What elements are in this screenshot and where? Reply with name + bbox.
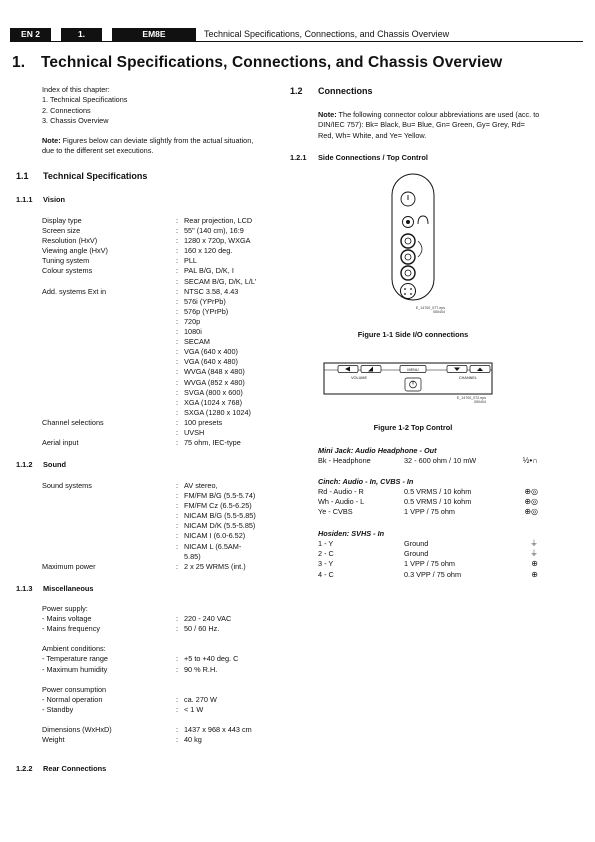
spec-row: [42, 715, 282, 725]
connector-pin: 2 - C: [318, 549, 334, 559]
spec-row: [42, 604, 282, 614]
spec-row: [42, 266, 282, 276]
connector-symbol-icon: ⏚: [530, 549, 538, 559]
section-title: Miscellaneous: [43, 584, 94, 593]
connector-spec: Ground: [404, 549, 429, 559]
spec-row: [42, 491, 282, 501]
spec-colon: :: [176, 226, 179, 236]
spec-colon: :: [176, 694, 179, 704]
spec-value: SXGA (1280 x 1024): [184, 407, 251, 417]
chapter-title: [12, 54, 502, 72]
spec-value: 5.85): [184, 551, 201, 561]
spec-row: [42, 501, 282, 511]
spec-value: SVGA (800 x 600): [184, 387, 243, 397]
connector-symbol-icon: ⊕: [531, 559, 538, 569]
spec-row: [42, 685, 282, 695]
spec-colon: :: [176, 316, 179, 326]
spec-value: 55" (140 cm), 16:9: [184, 226, 244, 236]
connector-row: [318, 456, 538, 466]
minijack-heading: Mini Jack: Audio Headphone - Out: [318, 446, 437, 455]
connector-spec: Ground: [404, 539, 429, 548]
volume-label: VOLUME: [350, 376, 368, 380]
index-heading: Index of this chapter:: [42, 85, 110, 94]
spec-row: [42, 307, 282, 317]
figure-code: E_14700_072.eps 050404: [456, 396, 486, 405]
spec-label: - Mains voltage: [42, 614, 92, 624]
chapter-title-text: Technical Specifications, Connections, and Chassis Overview: [41, 54, 503, 71]
spec-colon: :: [176, 501, 179, 511]
connector-symbol-icon: ⏚: [530, 539, 538, 548]
section-heading-1-2-1: [290, 153, 428, 162]
spec-value: ca. 270 W: [184, 694, 217, 704]
connector-row: [318, 487, 538, 497]
connector-pin: Ye - CVBS: [318, 507, 353, 517]
spec-colon: :: [176, 266, 179, 276]
spec-value: 576p (YPrPb): [184, 306, 229, 316]
spec-row: [42, 317, 282, 327]
side-io-figure: [380, 172, 450, 318]
note-label: Note:: [318, 110, 337, 119]
hosiden-table: [318, 539, 538, 580]
connector-spec: 0.5 VRMS / 10 kohm: [404, 497, 472, 507]
page-header: [10, 28, 583, 41]
spec-value: SECAM B/G, D/K, L/L': [184, 276, 257, 286]
connector-row: [318, 507, 538, 517]
spec-value: +5 to +40 deg. C: [184, 654, 239, 664]
spec-label: Sound systems: [42, 481, 92, 490]
section-title: Connections: [318, 86, 373, 96]
spec-colon: :: [176, 614, 179, 624]
spec-label: Power supply:: [42, 604, 88, 613]
spec-label: Ambient conditions:: [42, 644, 106, 654]
minijack-table: [318, 456, 538, 466]
spec-colon: :: [176, 427, 179, 437]
section-number: 1.1.1: [16, 195, 33, 204]
spec-label: Add. systems Ext in: [42, 286, 107, 296]
misc-spec-table: [42, 604, 282, 745]
spec-value: UVSH: [184, 427, 205, 437]
connector-pin: 3 - Y: [318, 559, 334, 569]
spec-colon: :: [176, 357, 179, 367]
spec-colon: :: [176, 438, 179, 448]
spec-colon: :: [176, 327, 179, 337]
spec-row: [42, 665, 282, 675]
volume-up-button: [361, 366, 381, 373]
spec-colon: :: [176, 704, 179, 714]
spec-value: 2 x 25 WRMS (int.): [184, 561, 246, 571]
spec-colon: :: [176, 377, 179, 387]
connector-symbol-icon: ⊕◎: [524, 497, 538, 507]
connector-pin: Bk - Headphone: [318, 456, 371, 465]
spec-colon: :: [176, 296, 179, 306]
spec-label: - Maximum humidity: [42, 664, 108, 674]
section-number: 1.2.2: [16, 764, 33, 773]
connector-row: [318, 539, 538, 549]
spec-colon: :: [176, 407, 179, 417]
spec-row: [42, 634, 282, 644]
connector-pin: Rd - Audio - R: [318, 487, 364, 496]
chapter-number: 1.: [12, 54, 26, 71]
spec-value: PAL B/G, D/K, I: [184, 266, 234, 276]
section-title: Sound: [43, 460, 66, 469]
spec-colon: :: [176, 286, 179, 296]
spec-colon: :: [176, 511, 179, 521]
spec-value: NICAM I (6.0-6.52): [184, 531, 246, 541]
spec-value: SECAM: [184, 337, 210, 347]
section-heading-1-1-3: [16, 584, 94, 593]
spec-value: WVGA (852 x 480): [184, 377, 245, 387]
header-lang: EN 2: [10, 28, 51, 41]
connector-pin: 1 - Y: [318, 539, 334, 548]
connector-spec: 0.3 VPP / 75 ohm: [404, 569, 462, 579]
section-heading-1-2: [290, 86, 373, 96]
section-heading-1-1-2: [16, 460, 66, 469]
spec-colon: :: [176, 417, 179, 427]
spec-label: Tuning system: [42, 256, 90, 266]
spec-colon: :: [176, 276, 179, 286]
spec-value: NICAM B/G (5.5-5.85): [184, 511, 256, 521]
spec-row: [42, 398, 282, 408]
spec-label: - Mains frequency: [42, 624, 100, 634]
spec-row: [42, 378, 282, 388]
connector-symbol-icon: ⊕: [531, 569, 538, 579]
section-title: Side Connections / Top Control: [318, 153, 428, 162]
spec-row: [42, 705, 282, 715]
channel-up-button: [470, 366, 490, 373]
spec-label: - Normal operation: [42, 694, 103, 704]
header-chapter: 1.: [61, 28, 102, 41]
spec-colon: :: [176, 216, 179, 225]
spec-value: NICAM D/K (5.5-5.85): [184, 521, 256, 531]
spec-value: FM/FM Cz (6.5-6.25): [184, 501, 252, 511]
spec-colon: :: [176, 491, 179, 501]
spec-value: 75 ohm, IEC-type: [184, 438, 241, 448]
spec-row: [42, 531, 282, 541]
spec-value: 50 / 60 Hz.: [184, 624, 220, 634]
figure-code: E_14700_077.eps 050404: [415, 306, 445, 315]
spec-row: [42, 216, 282, 226]
spec-label: Weight: [42, 735, 65, 745]
spec-row: [42, 552, 282, 562]
spec-row: [42, 542, 282, 552]
spec-value: PLL: [184, 256, 197, 266]
spec-colon: :: [176, 561, 179, 571]
spec-value: 220 - 240 VAC: [184, 614, 232, 624]
spec-label: Screen size: [42, 226, 81, 236]
spec-colon: :: [176, 347, 179, 357]
connector-row: [318, 570, 538, 580]
spec-row: [42, 357, 282, 367]
spec-row: [42, 287, 282, 297]
figure-1-2-caption: Figure 1-2 Top Control: [373, 423, 453, 432]
spec-colon: :: [176, 735, 179, 745]
note-figures: [42, 136, 266, 157]
channel-label: CHANNEL: [458, 376, 478, 380]
spec-label: Resolution (HxV): [42, 236, 98, 246]
spec-colon: :: [176, 236, 179, 246]
section-title: Technical Specifications: [43, 171, 148, 181]
connector-pin: Wh - Audio - L: [318, 497, 365, 507]
note-label: Note:: [42, 136, 61, 145]
spec-value: 40 kg: [184, 735, 202, 745]
spec-colon: :: [176, 306, 179, 316]
hosiden-heading: Hosiden: SVHS - In: [318, 529, 385, 538]
spec-row: [42, 246, 282, 256]
spec-value: 1080i: [184, 327, 202, 337]
spec-colon: :: [176, 664, 179, 674]
spec-row: [42, 521, 282, 531]
channel-down-button: [447, 366, 467, 373]
note-text: Figures below can deviate slightly from the actual situation, due to the different set executions.: [42, 136, 254, 156]
connector-spec: 1 VPP / 75 ohm: [404, 507, 455, 517]
section-heading-1-2-2: [16, 764, 106, 773]
spec-row: [42, 337, 282, 347]
spec-label: Power consumption: [42, 684, 107, 694]
connector-spec: 1 VPP / 75 ohm: [404, 559, 455, 569]
spec-value: 100 presets: [184, 417, 223, 427]
figure-1-1-caption: Figure 1-1 Side I/O connections: [357, 330, 469, 339]
spec-label: Colour systems: [42, 266, 93, 276]
power-button: [405, 378, 421, 391]
index-item: 3. Chassis Overview: [42, 115, 109, 125]
spec-colon: :: [176, 531, 179, 541]
spec-row: [42, 367, 282, 377]
section-title: Vision: [43, 195, 66, 204]
section-heading-1-1: [16, 171, 147, 181]
spec-colon: :: [176, 725, 179, 735]
spec-row: [42, 481, 282, 491]
spec-row: [42, 614, 282, 624]
spec-row: [42, 695, 282, 705]
spec-value: FM/FM B/G (5.5-5.74): [184, 491, 256, 501]
section-heading-1-1-1: [16, 195, 65, 204]
connector-spec: 32 - 600 ohm / 10 mW: [404, 456, 477, 465]
spec-row: [42, 654, 282, 664]
spec-value: 160 x 120 deg.: [184, 246, 233, 256]
header-rule: [10, 41, 583, 42]
spec-value: AV stereo,: [184, 481, 218, 490]
connector-pin: 4 - C: [318, 569, 334, 579]
spec-row: [42, 418, 282, 428]
volume-down-button: [338, 366, 358, 373]
spec-value: VGA (640 x 400): [184, 347, 238, 357]
spec-label: - Temperature range: [42, 654, 108, 664]
spec-label: Viewing angle (HxV): [42, 246, 108, 256]
spec-label: Channel selections: [42, 417, 104, 427]
spec-row: [42, 624, 282, 634]
spec-row: [42, 644, 282, 654]
spec-colon: :: [176, 654, 179, 664]
spec-value: 720p: [184, 316, 201, 326]
section-number: 1.1.3: [16, 584, 33, 593]
spec-label: Display type: [42, 216, 82, 225]
sound-spec-table: [42, 481, 282, 572]
spec-row: [42, 735, 282, 745]
cinch-table: [318, 487, 538, 518]
section-number: 1.2: [290, 86, 303, 96]
spec-value: XGA (1024 x 768): [184, 397, 243, 407]
spec-label: Dimensions (WxHxD): [42, 725, 112, 735]
spec-value: WVGA (848 x 480): [184, 367, 245, 377]
spec-row: [42, 297, 282, 307]
spec-label: Maximum power: [42, 561, 96, 571]
spec-colon: :: [176, 541, 179, 551]
spec-colon: :: [176, 246, 179, 256]
connector-row: [318, 559, 538, 569]
spec-value: Rear projection, LCD: [184, 216, 253, 225]
cinch-heading: Cinch: Audio - In, CVBS - In: [318, 477, 414, 486]
jack-label-mark: · · ·: [418, 293, 423, 297]
chapter-index: [42, 85, 262, 126]
spec-value: NICAM L (6.5AM-: [184, 541, 242, 551]
spec-colon: :: [176, 256, 179, 266]
spec-colon: :: [176, 367, 179, 377]
section-number: 1.2.1: [290, 153, 307, 162]
index-item: 1. Technical Specifications: [42, 95, 128, 105]
spec-row: [42, 327, 282, 337]
jack-label-mark: · · ·: [418, 250, 423, 254]
note-colour-codes: [318, 110, 540, 141]
spec-row: [42, 347, 282, 357]
spec-row: [42, 408, 282, 418]
index-item: 2. Connections: [42, 105, 91, 115]
spec-row: [42, 428, 282, 438]
spec-colon: :: [176, 521, 179, 531]
connector-spec: 0.5 VRMS / 10 kohm: [404, 487, 472, 496]
spec-colon: :: [176, 337, 179, 347]
spec-value: VGA (640 x 480): [184, 357, 238, 367]
connector-symbol-icon: ⊕◎: [524, 487, 538, 496]
section-number: 1.1: [16, 171, 29, 181]
menu-label: MENU: [407, 367, 419, 372]
header-title: Technical Specifications, Connections, and Chassis Overview: [204, 29, 450, 39]
top-control-figure: [318, 360, 500, 400]
connector-row: [318, 497, 538, 507]
spec-row: [42, 511, 282, 521]
spec-value: 1280 x 720p, WXGA: [184, 236, 251, 246]
spec-row: [42, 236, 282, 246]
connector-row: [318, 549, 538, 559]
note-text: The following connector colour abbreviations are used (acc. to DIN/IEC 757): Bk= Black, Bu= Blue, Gn= Green, Gy= Grey, Rd= Red, Wh= White, and Ye= Yellow.: [318, 110, 540, 140]
spec-row: [42, 388, 282, 398]
spec-value: < 1 W: [184, 704, 204, 714]
header-model: EM8E: [112, 28, 196, 41]
spec-value: 1437 x 968 x 443 cm: [184, 725, 252, 735]
spec-label: Aerial input: [42, 438, 79, 448]
connector-symbol-icon: ⊕◎: [524, 507, 538, 517]
section-number: 1.1.2: [16, 460, 33, 469]
spec-colon: :: [176, 624, 179, 634]
spec-row: [42, 562, 282, 572]
spec-row: [42, 675, 282, 685]
spec-row: [42, 226, 282, 236]
spec-value: NTSC 3.58, 4.43: [184, 286, 239, 296]
spec-colon: :: [176, 387, 179, 397]
spec-value: 576i (YPrPb): [184, 296, 226, 306]
spec-colon: :: [176, 397, 179, 407]
spec-row: [42, 725, 282, 735]
spec-row: [42, 277, 282, 287]
spec-value: 90 % R.H.: [184, 664, 218, 674]
spec-row: [42, 256, 282, 266]
spec-label: - Standby: [42, 704, 74, 714]
spec-row: [42, 438, 282, 448]
spec-colon: :: [176, 481, 179, 490]
vision-spec-table: [42, 216, 282, 448]
section-title: Rear Connections: [43, 764, 107, 773]
connector-symbol-icon: ½•∩: [522, 456, 538, 465]
